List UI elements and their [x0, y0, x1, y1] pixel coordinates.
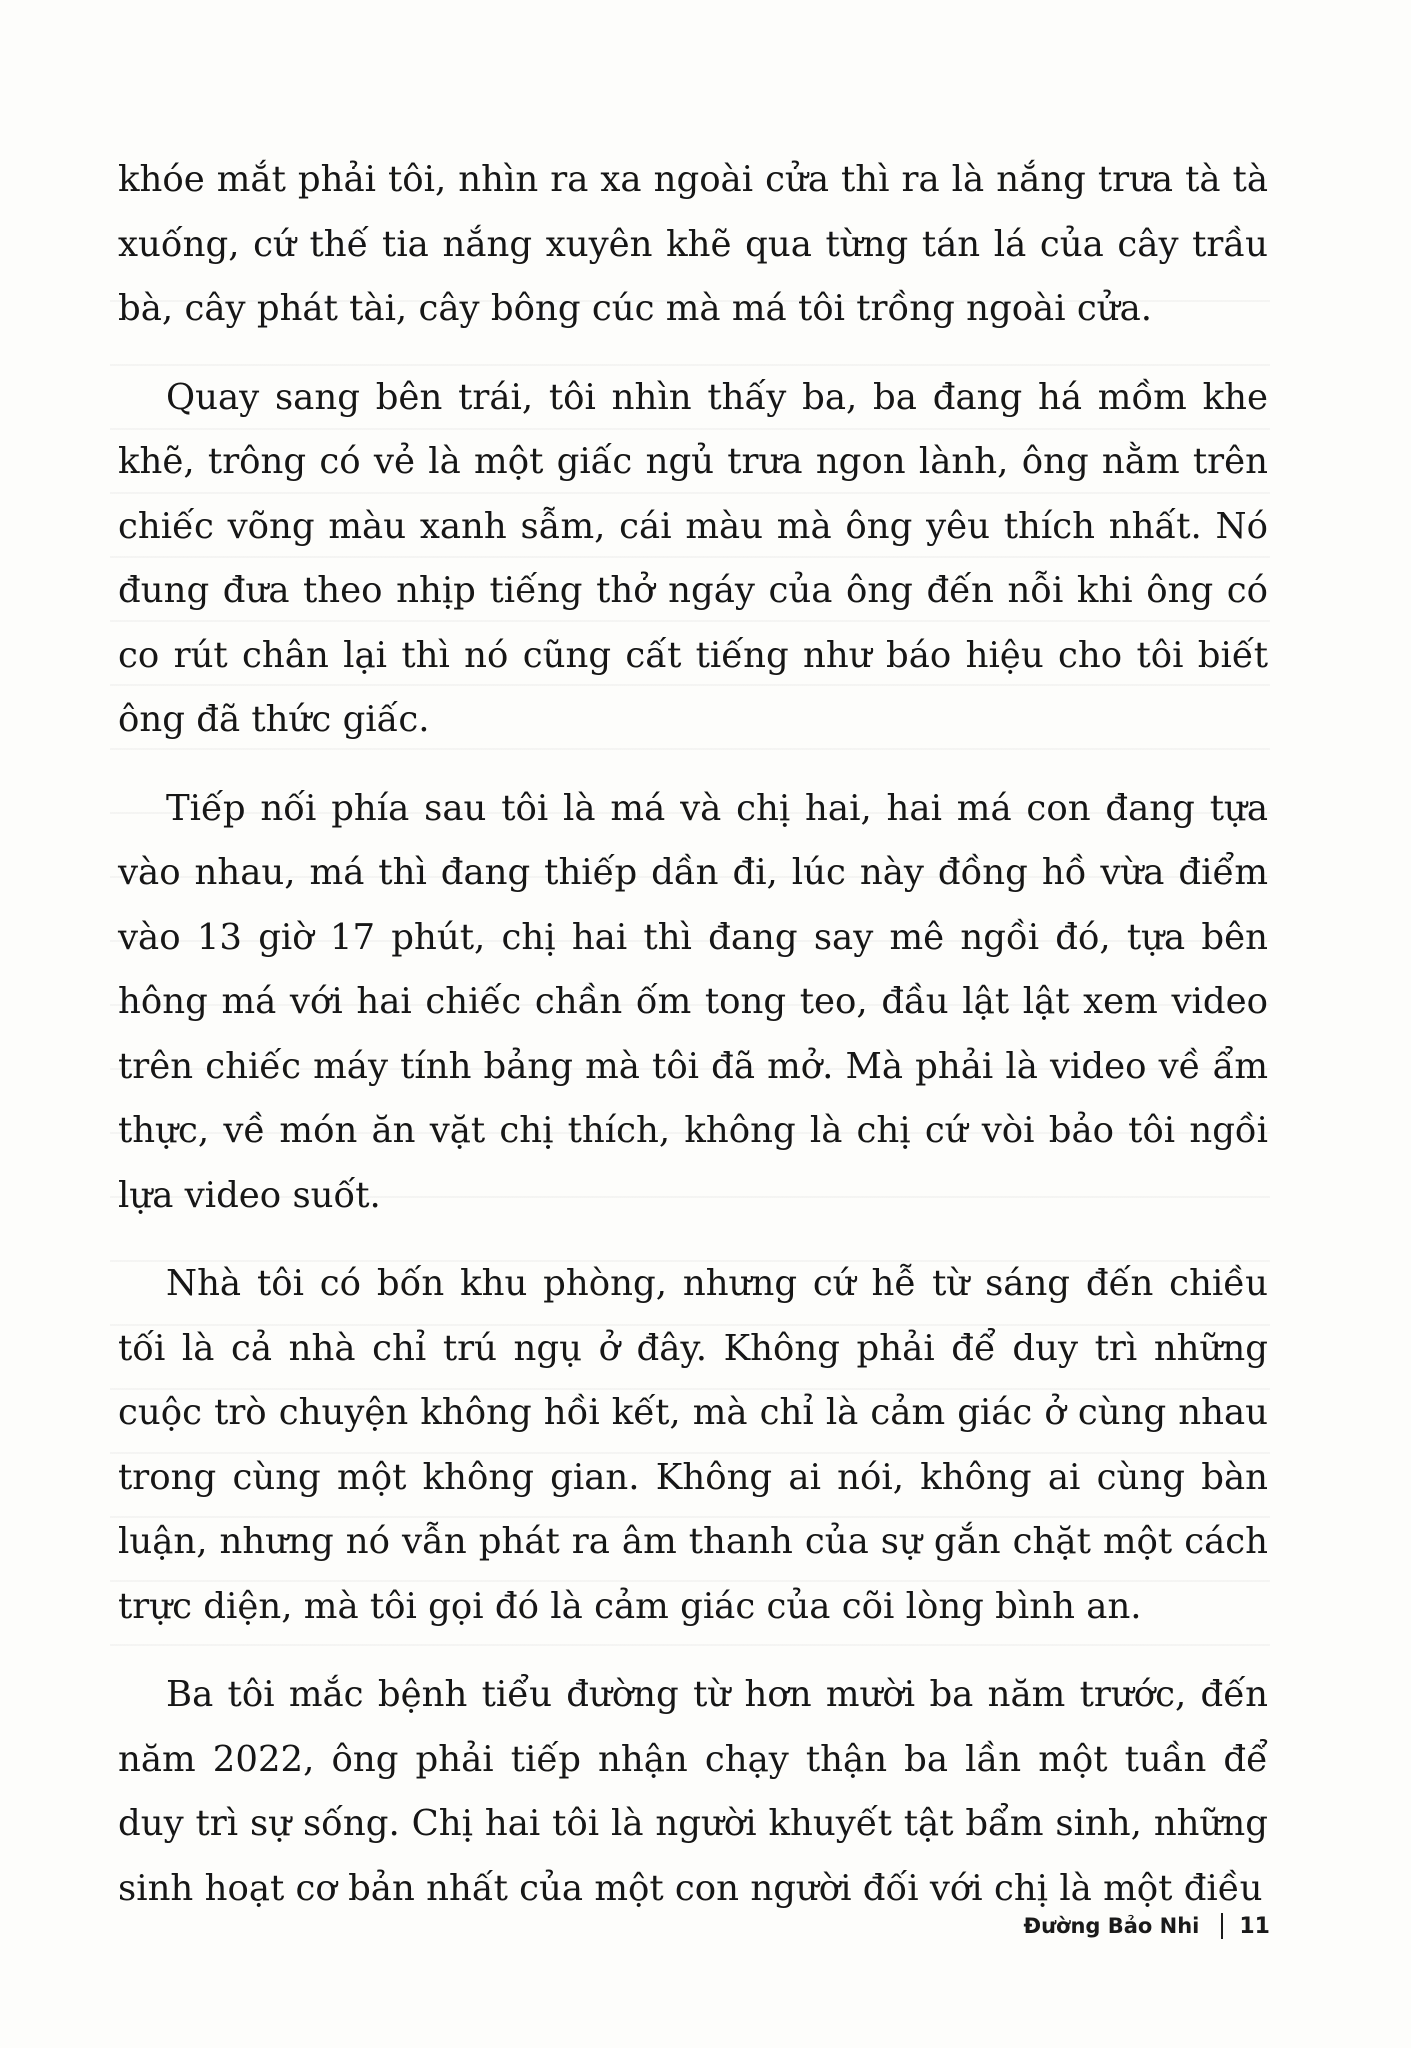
paragraph-3: Tiếp nối phía sau tôi là má và chị hai, hai má con đang tựa vào nhau, má thì đang thiếp dần đi, lúc này đồng hồ vừa điểm vào 13 giờ 17 phút, chị hai thì đang say mê ngồi đó, tựa bên hông má với hai chiếc chần ốm tong teo, đầu lật lật xem video trên chiếc máy tính bảng mà tôi đã mở. Mà phải là video về ẩm thực, về món ăn vặt chị thích, không là chị cứ vòi bảo tôi ngồi lựa video suốt.: [118, 787, 1268, 1216]
paragraph-2: Quay sang bên trái, tôi nhìn thấy ba, ba đang há mồm khe khẽ, trông có vẻ là một giấc ngủ trưa ngon lành, ông nằm trên chiếc võng màu xanh sẫm, cái màu mà ông yêu thích nhất. Nó đung đưa theo nhịp tiếng thở ngáy của ông đến nỗi khi ông có co rút chân lại thì nó cũng cất tiếng như báo hiệu cho tôi biết ông đã thức giấc.: [118, 376, 1268, 740]
page-footer: [980, 1908, 1270, 1944]
body-text: [118, 148, 1268, 1945]
paragraph-5: Ba tôi mắc bệnh tiểu đường từ hơn mười ba năm trước, đến năm 2022, ông phải tiếp nhận chạy thận ba lần một tuần để duy trì sự sống. Chị hai tôi là người khuyết tật bẩm sinh, những sinh hoạt cơ bản nhất của một con người đối với chị là một điều: [118, 1674, 1268, 1909]
footer-separator: [1221, 1913, 1223, 1939]
paragraph-4: Nhà tôi có bốn khu phòng, nhưng cứ hễ từ sáng đến chiều tối là cả nhà chỉ trú ngụ ở đây. Không phải để duy trì những cuộc trò chuyện không hồi kết, mà chỉ là cảm giác ở cùng nhau trong cùng một không gian. Không ai nói, không ai cùng bàn luận, nhưng nó vẫn phát ra âm thanh của sự gắn chặt một cách trực diện, mà tôi gọi đó là cảm giác của cõi lòng bình an.: [118, 1263, 1268, 1627]
paragraph-1: khóe mắt phải tôi, nhìn ra xa ngoài cửa thì ra là nắng trưa tà tà xuống, cứ thế tia nắng xuyên khẽ qua từng tán lá của cây trầu bà, cây phát tài, cây bông cúc mà má tôi trồng ngoài cửa.: [118, 159, 1268, 329]
page-number: 11: [1239, 1913, 1270, 1939]
footer-author: Đường Bảo Nhi: [1023, 1914, 1200, 1938]
